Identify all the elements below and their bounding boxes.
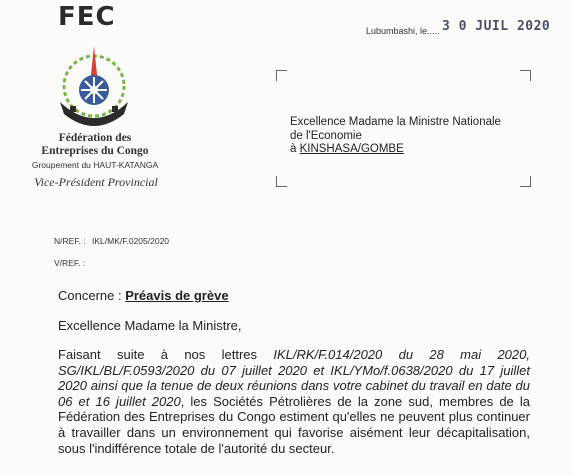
- place-date-label: Lubumbashi, le.....: [366, 26, 440, 36]
- our-reference-label: N/REF. :: [54, 236, 86, 246]
- org-group: Groupement du HAUT-KATANGA: [31, 160, 159, 170]
- recipient-address: [290, 116, 501, 157]
- subject-value: Préavis de grève: [125, 288, 229, 303]
- address-corner-bottom-right: [520, 176, 531, 187]
- subject-label: Concerne :: [58, 288, 126, 303]
- address-corner-top-left: [276, 70, 287, 81]
- paragraph-intro: Faisant suite à nos lettres: [58, 347, 274, 362]
- organization-name: [30, 132, 160, 158]
- recipient-line2: de l'Economie: [290, 129, 362, 142]
- our-reference-value: IKL/MK/F.0205/2020: [92, 236, 170, 246]
- paragraph-rest: , les Sociétés Pétrolières de la zone sud, membres de la Fédération des Entreprises du Congo estiment qu'elles ne peuvent plus continuer à travailler dans un environnement qui favorise aisément leur décapitalisation, sous l'indifférence totale de l'autorité du secteur.: [58, 393, 530, 456]
- subject-line: [58, 288, 229, 303]
- address-corner-top-right: [520, 70, 531, 81]
- recipient-city-prefix: à: [290, 143, 300, 155]
- org-name-line2: Entreprises du Congo: [41, 145, 149, 157]
- your-reference-label: V/REF. :: [54, 258, 86, 268]
- letter-paragraph: [58, 347, 530, 456]
- paragraph-references: IKL/RK/F.014/2020 du 28 mai 2020, SG/IKL/BL/F.0593/2020 du 07 juillet 2020 et IKL/YMo/f.0638/2020 du 17 juillet 2020 ainsi que la tenue de deux réunions dans votre cabinet du travail en date du 06 et 16 juillet 2020: [58, 347, 530, 409]
- recipient-city: KINSHASA/GOMBE: [299, 143, 404, 155]
- org-role: Vice-Président Provincial: [34, 175, 158, 189]
- date-stamp: 3 0 JUIL 2020: [442, 19, 551, 34]
- fec-emblem-icon: [46, 42, 142, 128]
- address-corner-bottom-left: [276, 176, 287, 187]
- fec-logo-text: FEC: [58, 2, 116, 32]
- recipient-line3: [290, 143, 501, 157]
- org-name-line1: Fédération des: [58, 132, 132, 144]
- salutation: Excellence Madame la Ministre,: [58, 318, 242, 333]
- recipient-line1: Excellence Madame la Ministre Nationale: [290, 116, 501, 128]
